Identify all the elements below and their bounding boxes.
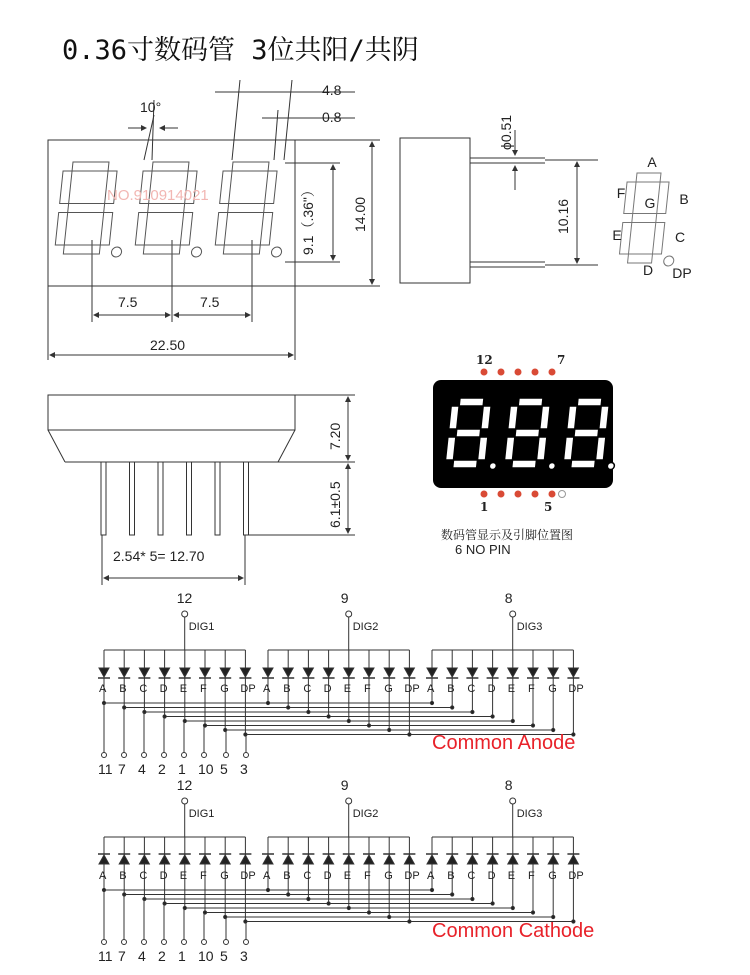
segment <box>265 171 277 204</box>
segment-label: D <box>487 870 496 882</box>
pin-label-5: 5 <box>544 500 553 514</box>
segment <box>518 398 543 406</box>
pitch-left-label: 7.5 <box>118 294 138 310</box>
segment <box>445 437 455 460</box>
segment-pin-terminal <box>202 940 207 945</box>
diode <box>240 855 250 864</box>
diode <box>488 855 498 864</box>
pin <box>130 462 135 535</box>
segment-pin-terminal <box>102 753 107 758</box>
digit-pin-terminal <box>182 798 188 804</box>
digit-pin-label: 9 <box>340 590 349 606</box>
segment-label-e: E <box>612 227 622 243</box>
diode <box>447 668 457 677</box>
segment-label-c: C <box>674 229 686 245</box>
segment-pin-label: 3 <box>240 948 248 964</box>
pin <box>158 462 163 535</box>
segment <box>220 171 232 204</box>
schematic-title-anode: Common Anode <box>432 732 576 754</box>
segment <box>55 213 67 246</box>
front-digit <box>214 162 291 257</box>
segment-pin-terminal <box>182 753 187 758</box>
pitch-right-label: 7.5 <box>200 294 220 310</box>
diode <box>220 668 230 677</box>
segment <box>456 429 481 437</box>
diode <box>283 855 293 864</box>
digit-pin-terminal <box>182 611 188 617</box>
segment <box>148 204 185 213</box>
segment-label: A <box>99 870 107 882</box>
diode <box>508 855 518 864</box>
segment-pin-label: 11 <box>98 761 113 777</box>
segment <box>571 460 596 468</box>
diode <box>404 855 414 864</box>
bottom-pin-dot <box>498 491 505 498</box>
segment <box>563 437 573 460</box>
segment-label: E <box>507 870 516 882</box>
segment-label: C <box>467 683 476 695</box>
segment-label: C <box>139 683 148 695</box>
diode <box>427 668 437 677</box>
diode <box>427 855 437 864</box>
segment-label: A <box>427 683 435 695</box>
diode <box>467 855 477 864</box>
diode <box>200 855 210 864</box>
diode <box>568 668 578 677</box>
diode <box>119 668 129 677</box>
digit-label: DIG1 <box>188 808 215 820</box>
segment-pin-terminal <box>182 940 187 945</box>
segment <box>72 162 109 171</box>
segment-label: F <box>200 870 207 882</box>
segment-pin-label: 1 <box>178 761 186 777</box>
digit-pin-label: 8 <box>504 777 513 793</box>
pin-span-label: 10.16 <box>555 198 571 234</box>
bottom-pins <box>101 462 249 535</box>
segment <box>632 214 657 223</box>
segment <box>223 245 260 254</box>
bottom-height-label: 7.20 <box>327 422 343 450</box>
segment-map-digit <box>618 173 686 266</box>
segment <box>536 437 546 460</box>
segment-label: E <box>179 683 188 695</box>
segment-label: D <box>323 870 332 882</box>
diode <box>139 668 149 677</box>
segment-label-f: F <box>616 185 626 201</box>
segment <box>228 204 265 213</box>
segment-label: C <box>139 870 148 882</box>
diode <box>488 668 498 677</box>
segment-pin-terminal <box>224 940 229 945</box>
segment-pin-terminal <box>142 940 147 945</box>
segment-label: E <box>343 683 352 695</box>
segment-label-a: A <box>647 154 657 170</box>
segment <box>652 223 664 255</box>
segment <box>595 437 605 460</box>
segment-label: F <box>200 683 207 695</box>
digit-pin-terminal <box>346 611 352 617</box>
digit-pin-label: 9 <box>340 777 349 793</box>
segment-label: G <box>220 683 229 695</box>
segment-pin-terminal <box>122 940 127 945</box>
segment-label: DP <box>240 683 256 695</box>
schematic-title-cathode: Common Cathode <box>432 920 595 942</box>
digit-label: DIG3 <box>516 621 543 633</box>
decimal-point <box>607 463 615 470</box>
segment-label: G <box>384 870 393 882</box>
segment-label: E <box>179 870 188 882</box>
bottom-pin-dot <box>549 491 556 498</box>
decimal-point <box>111 247 122 257</box>
front-digit-group <box>54 162 291 257</box>
segment-label: G <box>220 870 229 882</box>
pin <box>101 462 106 535</box>
segment-pin-terminal <box>162 753 167 758</box>
pin-dia-label: ϕ0.51 <box>498 114 514 150</box>
diode <box>364 668 374 677</box>
segment-label: G <box>548 683 557 695</box>
segment-pin-terminal <box>224 753 229 758</box>
digit-label: DIG1 <box>188 621 215 633</box>
segment-pin-terminal <box>122 753 127 758</box>
segment <box>504 437 514 460</box>
segment-label: C <box>467 870 476 882</box>
segment-pin-terminal <box>244 940 249 945</box>
segment <box>100 213 112 246</box>
seg-width-label: 4.8 <box>322 82 342 98</box>
diode <box>220 855 230 864</box>
segment <box>624 182 636 214</box>
segment-label: DP <box>240 870 256 882</box>
angle-label: 10° <box>140 99 162 115</box>
segment-label: DP <box>568 683 584 695</box>
watermark: NO.910914021 <box>107 187 209 204</box>
segment-label: A <box>99 683 107 695</box>
segment <box>636 173 661 182</box>
segment-label: D <box>159 870 168 882</box>
diode <box>548 855 558 864</box>
diode <box>303 855 313 864</box>
digit-pin-terminal <box>346 798 352 804</box>
diode <box>180 855 190 864</box>
top-pin-dot <box>515 369 522 376</box>
diode <box>568 855 578 864</box>
segment-label: B <box>119 683 127 695</box>
segment-pin-label: 10 <box>198 948 214 964</box>
diode <box>384 668 394 677</box>
diode <box>160 668 170 677</box>
decimal-point <box>271 247 282 257</box>
digit-label: DIG3 <box>516 808 543 820</box>
bottom-pin-dot <box>481 491 488 498</box>
segment-label: A <box>427 870 435 882</box>
segment-label: D <box>487 683 496 695</box>
bottom-pin-dot <box>515 491 522 498</box>
top-pin-dot <box>481 369 488 376</box>
segment-label-dp: DP <box>672 265 692 281</box>
diode <box>99 668 109 677</box>
segment <box>481 406 491 429</box>
segment <box>152 162 189 171</box>
segment-label: G <box>548 870 557 882</box>
segment-label: C <box>303 870 312 882</box>
diode <box>324 855 334 864</box>
segment-label: B <box>283 683 291 695</box>
segment-pin-label: 4 <box>138 761 146 777</box>
segment-label: A <box>263 870 271 882</box>
pin <box>187 462 192 535</box>
segment-pin-terminal <box>142 753 147 758</box>
digit-label: DIG2 <box>352 808 379 820</box>
body-height-label: 14.00 <box>352 196 368 232</box>
top-pin-dot <box>498 369 505 376</box>
diode <box>200 668 210 677</box>
pin <box>215 462 220 535</box>
diode <box>384 855 394 864</box>
segment-map <box>612 154 691 281</box>
segment-label: F <box>364 683 371 695</box>
segment <box>215 213 227 246</box>
diode <box>324 668 334 677</box>
segment-label: B <box>119 870 127 882</box>
segment-label-g: G <box>644 195 656 211</box>
decimal-point <box>548 463 556 470</box>
segment <box>232 162 269 171</box>
diode <box>447 855 457 864</box>
segment-pin-label: 5 <box>220 948 228 964</box>
segment-pin-label: 5 <box>220 761 228 777</box>
decimal-point <box>489 463 497 470</box>
segment <box>60 171 72 204</box>
segment-pin-label: 1 <box>178 948 186 964</box>
diode <box>263 668 273 677</box>
segment-pin-terminal <box>162 940 167 945</box>
segment-label: E <box>343 870 352 882</box>
segment <box>453 460 478 468</box>
digit-pin-terminal <box>510 798 516 804</box>
segment <box>540 406 550 429</box>
segment-pin-label: 7 <box>118 948 126 964</box>
segment <box>135 213 147 246</box>
digit-label: DIG2 <box>352 621 379 633</box>
diode <box>303 668 313 677</box>
diode <box>139 855 149 864</box>
front-digit <box>54 162 131 257</box>
body-width-label: 22.50 <box>150 337 186 353</box>
diode <box>364 855 374 864</box>
segment-label: F <box>528 683 535 695</box>
segment <box>515 429 540 437</box>
segment-label: C <box>303 683 312 695</box>
top-pin-dot <box>532 369 539 376</box>
segment-label: B <box>447 683 455 695</box>
digit-pin-label: 8 <box>504 590 513 606</box>
diode <box>263 855 273 864</box>
decimal-point <box>191 247 202 257</box>
segment <box>512 460 537 468</box>
digit-pin-label: 12 <box>176 777 193 793</box>
segment <box>68 204 105 213</box>
top-pin-dot <box>549 369 556 376</box>
segment <box>180 213 192 246</box>
diode <box>344 855 354 864</box>
pin-length-label: 6.1±0.5 <box>327 481 343 528</box>
diode <box>180 668 190 677</box>
pin-label-1: 1 <box>480 500 489 514</box>
segment-label: E <box>507 683 516 695</box>
diode <box>119 855 129 864</box>
segment <box>574 429 599 437</box>
segment-pin-terminal <box>102 940 107 945</box>
segment-label: F <box>364 870 371 882</box>
segment-pin-label: 2 <box>158 948 166 964</box>
digit-height-label: 9.1（.36"） <box>300 183 316 255</box>
seg-gap-label: 0.8 <box>322 109 342 125</box>
segment-label: B <box>447 870 455 882</box>
diode <box>548 668 558 677</box>
segment <box>63 245 100 254</box>
segment-label: D <box>323 683 332 695</box>
no-pin-note: 6 NO PIN <box>455 542 511 557</box>
segment-label: D <box>159 683 168 695</box>
diode <box>99 855 109 864</box>
diode <box>528 855 538 864</box>
segment <box>459 398 484 406</box>
segment-label: G <box>384 683 393 695</box>
segment-pin-terminal <box>202 753 207 758</box>
diode <box>344 668 354 677</box>
segment-pin-label: 3 <box>240 761 248 777</box>
pin-label-12: 12 <box>476 353 493 367</box>
segment <box>449 406 459 429</box>
no-pin-dot <box>559 491 566 498</box>
diode <box>160 855 170 864</box>
pin-caption: 数码管显示及引脚位置图 <box>441 528 574 542</box>
segment-label: F <box>528 870 535 882</box>
digit-pin-terminal <box>510 611 516 617</box>
segment-label: B <box>283 870 291 882</box>
segment-label-b: B <box>679 191 689 207</box>
segment-label: DP <box>404 870 420 882</box>
segment-pin-label: 10 <box>198 761 214 777</box>
diode <box>404 668 414 677</box>
segment-pin-label: 4 <box>138 948 146 964</box>
bottom-pin-dot <box>532 491 539 498</box>
segment <box>657 182 669 214</box>
pin-pitch-label: 2.54* 5= 12.70 <box>113 548 205 564</box>
segment <box>567 406 577 429</box>
front-digit <box>134 162 211 257</box>
pin-label-7: 7 <box>557 353 566 367</box>
segment-label: DP <box>568 870 584 882</box>
diode <box>467 668 477 677</box>
digit-pin-label: 12 <box>176 590 193 606</box>
diode <box>283 668 293 677</box>
diode <box>240 668 250 677</box>
segment <box>260 213 272 246</box>
diode <box>508 668 518 677</box>
segment <box>508 406 518 429</box>
page-title: 0.36寸数码管 3位共阳/共阴 <box>62 35 419 66</box>
segment <box>143 245 180 254</box>
segment-label: DP <box>404 683 420 695</box>
segment-pin-label: 11 <box>98 948 113 964</box>
diode <box>528 668 538 677</box>
pin <box>244 462 249 535</box>
segment-label-d: D <box>642 262 654 278</box>
segment <box>599 406 609 429</box>
segment-pin-terminal <box>244 753 249 758</box>
segment-label: A <box>263 683 271 695</box>
segment <box>477 437 487 460</box>
segment-pin-label: 2 <box>158 761 166 777</box>
segment-pin-label: 7 <box>118 761 126 777</box>
segment <box>577 398 602 406</box>
